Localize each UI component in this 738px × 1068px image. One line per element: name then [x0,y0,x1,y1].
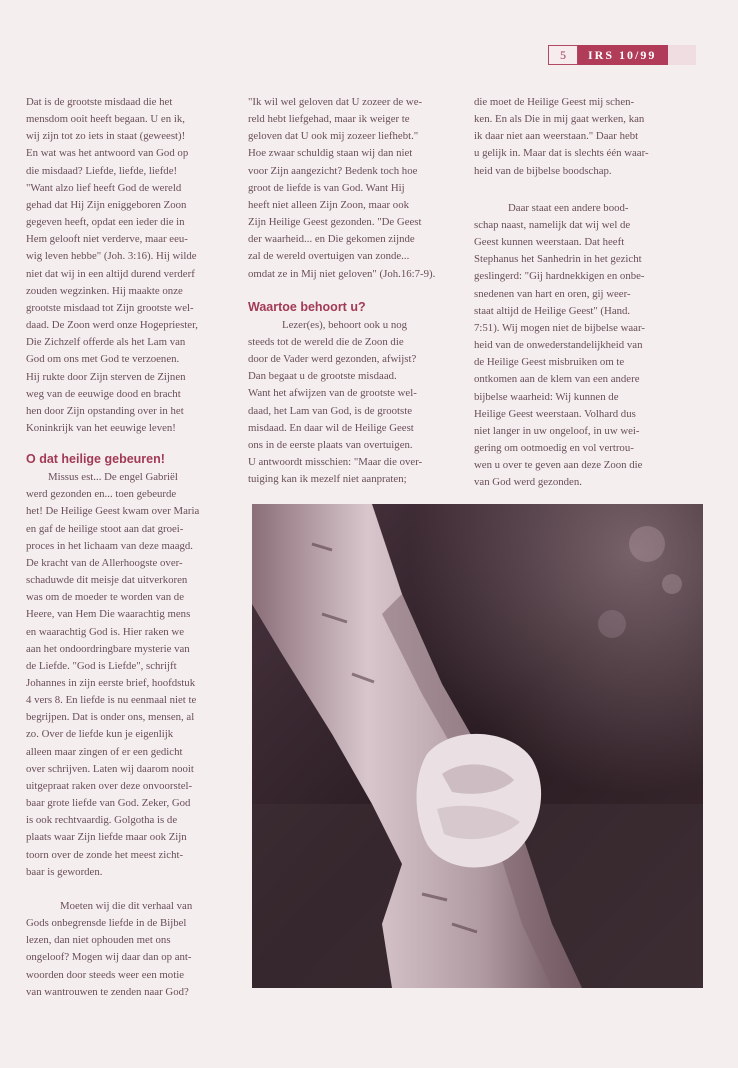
text-line: 7:51). Wij mogen niet de bijbelse waar- [474,321,645,334]
text-line: snedenen van hart en oren, gij weer- [474,287,631,300]
text-line: zo. Over de liefde kun je eigenlijk [26,728,174,741]
text-line: Want het afwijzen van de grootste wel- [248,387,417,400]
text-line: groot de liefde is van God. Want Hij [248,181,405,194]
text-line: Lezer(es), behoort ook u nog [282,318,408,331]
text-line: werd gezonden en... toen gebeurde [26,488,177,501]
text-line: baar grote liefde van God. Zeker, God [26,797,191,810]
text-line: ons in de eerste plaats van overtuigen. [248,438,413,451]
text-line: geslingerd: "Gij hardnekkigen en onbe- [474,270,645,283]
text-line: hen door Zijn opstanding over in het [26,404,184,417]
text-line: Moeten wij die dit verhaal van [60,899,193,912]
text-line: is ook rechtvaardig. Golgotha is de [26,814,178,827]
text-line: "Ik wil wel geloven dat U zozeer de we- [248,96,423,108]
text-line: schap naast, namelijk dat wij wel de [474,218,631,231]
text-line: aan het ondoordringbare mysterie van [26,642,190,655]
text-line: zouden wegzinken. Hij maakte onze [26,284,183,297]
text-line: heeft niet alleen Zijn Zoon, maar ook [248,198,409,211]
text-line: baar is geworden. [26,865,103,878]
text-line: bijbelse waarheid: Wij kunnen de [474,390,619,403]
col2-intro [248,94,448,283]
col1-closing [26,898,224,1001]
text-line: was om de moeder te worden van de [26,591,184,604]
text-line: steeds tot de wereld die de Zoon die [248,335,404,348]
col1-intro [26,94,224,437]
text-line: U antwoordt misschien: "Maar die over- [248,455,423,468]
text-line: gehad dat Hij Zijn eniggeboren Zoon [26,198,187,211]
text-line: Stephanus het Sanhedrin in het gezicht [474,253,642,266]
text-line: gering om ootmoedig en vol vertrou- [474,441,634,454]
text-line: die misdaad? Liefde, liefde, liefde! [26,164,178,177]
text-line: schaduwde dit meisje dat uitverkoren [26,574,188,587]
text-line: voor Zijn aangezicht? Bedenk toch hoe [248,164,418,177]
text-line: plaats waar Zijn liefde maar ook Zijn [26,831,187,844]
text-line: Gods onbegrensde liefde in de Bijbel [26,917,187,930]
text-line: Koninkrijk van het eeuwige leven! [26,421,176,434]
text-line: van God werd gezonden. [474,476,582,489]
section-heading-waartoe: Waartoe behoort u? [248,299,366,314]
tree-trunk-photo [252,504,703,988]
col3-intro [474,94,674,180]
column-2 [248,94,448,488]
text-line: grootste misdaad tot Zijn grootste wel- [26,301,194,314]
text-line: Hoe zwaar schuldig staan wij dan niet [248,147,413,160]
text-line: Johannes in zijn eerste brief, hoofdstuk [26,677,196,689]
text-line: wen u over te geven aan deze Zoon die [474,459,643,472]
text-line: De kracht van de Allerhoogste over- [26,556,183,569]
text-line: reld hebt liefgehad, maar ik weiger te [248,113,410,126]
text-line: daad, het Lam van God, is de grootste [248,404,413,417]
issue-label: IRS 10/99 [578,45,668,65]
text-line: begrijpen. Dat is onder ons, mensen, al [26,711,195,724]
text-line: ongeloof? Mogen wij daar dan op ant- [26,951,192,964]
col3-body [474,200,674,492]
page-number: 5 [548,45,578,65]
text-line: "Want alzo lief heeft God de wereld [26,181,182,194]
text-line: van wantrouwen te zenden naar God? [26,985,189,998]
text-line: woorden door steeds weer een motie [26,968,184,981]
text-line: proces in het lichaam van deze maagd. [26,539,193,552]
text-line: Die Zichzelf offerde als het Lam van [26,336,186,349]
text-line: geloven dat U ook mij zozeer liefhebt." [248,130,419,143]
text-line: lezen, dan niet ophouden met ons [26,934,171,947]
column-1 [26,94,224,1001]
text-line: die moet de Heilige Geest mij schen- [474,96,635,108]
text-line: het! De Heilige Geest kwam over Maria [26,505,200,518]
text-line: Daar staat een andere bood- [508,201,629,214]
text-line: en gaf de heilige stoot aan dat groei- [26,522,184,535]
text-line: Dat is de grootste misdaad die het [26,96,173,108]
text-line: ken. En als Die in mij gaat werken, kan [474,113,645,126]
text-line: Geest kunnen weerstaan. Dat heeft [474,236,625,249]
text-line: der waarheid... en Die gekomen zijnde [248,233,415,246]
text-line: Heere, van Hem Die waarachtig mens [26,608,191,621]
text-line: niet langer in uw ongeloof, in uw wei- [474,424,640,437]
text-line: en waarachtig God is. Hier raken we [26,625,184,638]
text-line: de Heilige Geest misbruiken om te [474,356,625,369]
text-line: alleen maar zingen of er een gedicht [26,745,183,758]
text-line: daad. De Zoon werd onze Hogepriester, [26,319,198,332]
page-header [548,45,696,65]
col2-body [248,317,448,489]
text-line: zal de wereld overtuigen van zonde... [248,250,410,263]
text-line: heid van de onwederstandelijkheid van [474,339,643,352]
text-line: u gelijk in. Maar dat is slechts één waar- [474,147,649,160]
text-line: Missus est... De engel Gabriël [48,471,178,484]
section-heading-heilige-gebeuren: O dat heilige gebeuren! [26,452,165,467]
text-line: Hij rukte door Zijn sterven de Zijnen [26,370,186,383]
text-line: wij zijn tot zo iets in staat (geweest)! [26,130,186,143]
text-line: toorn over de zonde het meest zicht- [26,848,184,861]
text-line: Zijn Heilige Geest gezonden. "De Geest [248,216,422,229]
col1-body [26,469,224,881]
text-line: God om ons met God te verzoenen. [26,353,180,366]
text-line: ontkomen aan de klem van een andere [474,373,640,386]
text-line: gegeven heeft, opdat een ieder die in [26,216,185,229]
text-line: weg van de eeuwige dood en bracht [26,387,181,400]
header-tail [668,45,696,65]
text-line: tuiging kan ik mezelf niet aanpraten; [248,473,407,486]
text-line: Heilige Geest weerstaan. Volhard dus [474,407,636,420]
text-line: de Liefde. "God is Liefde", schrijft [26,659,177,672]
tree-photo-illustration [252,504,703,988]
text-line: misdaad. En daar wil de Heilige Geest [248,421,414,434]
text-line: staat altijd de Heilige Geest" (Hand. [474,304,631,317]
column-3 [474,94,674,491]
text-line: door de Vader werd gezonden, afwijst? [248,353,417,366]
text-line: niet dat wij in een altijd durend verderf [26,267,195,280]
text-line: uitgepraat raken over deze onvoorstel- [26,779,193,792]
text-line: omdat ze in Mij niet geloven" (Joh.16:7-9). [248,267,436,280]
text-line: over schrijven. Laten wij daarom nooit [26,762,194,775]
text-line: ik daar niet aan weerstaan." Daar hebt [474,130,639,143]
text-line: Hem gelooft niet verderve, maar eeu- [26,233,188,246]
text-line: heid van de bijbelse boodschap. [474,164,612,177]
text-line: Dan begaat u de grootste misdaad. [248,370,397,383]
text-line: 4 vers 8. En liefde is nu eenmaal niet te [26,694,197,707]
text-line: wig leven hebbe" (Joh. 3:16). Hij wilde [26,250,197,263]
text-line: En wat was het antwoord van God op [26,147,189,160]
text-line: mensdom ooit heeft begaan. U en ik, [26,113,185,126]
